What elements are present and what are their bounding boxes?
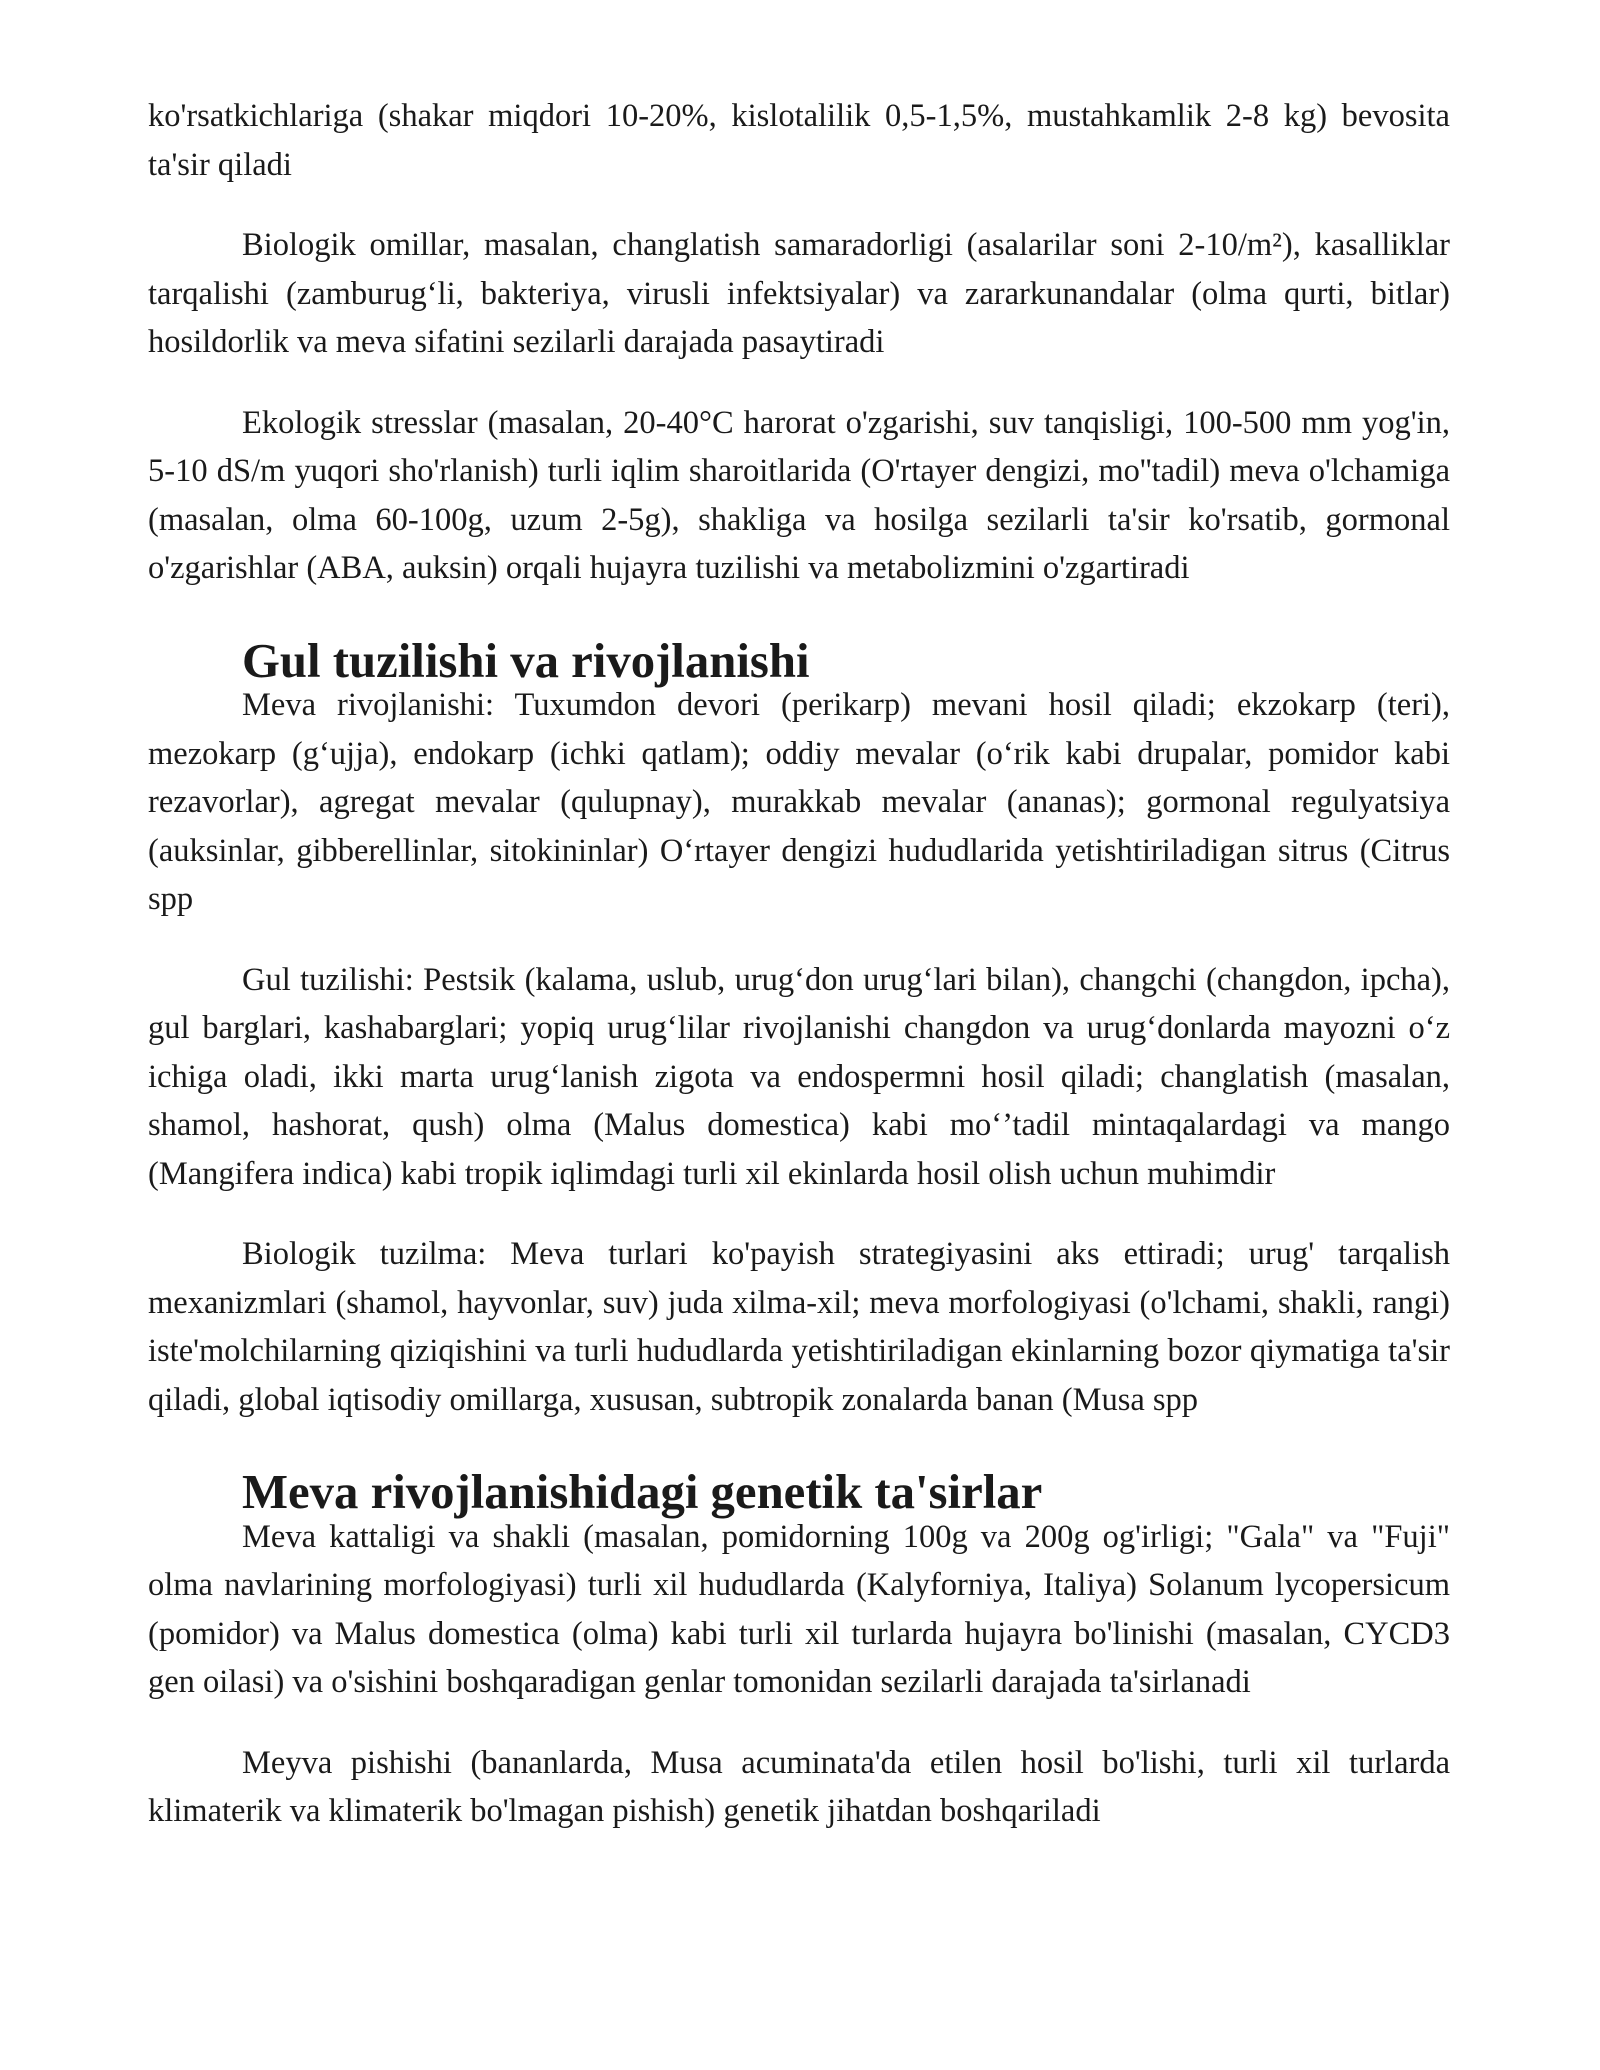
paragraph-fruit-quality-indicators: ko'rsatkichlariga (shakar miqdori 10-20%, kislotalilik 0,5-1,5%, mustahkamlik 2-8 kg) bevosita ta'sir qiladi	[148, 98, 1450, 183]
paragraph-fruit-ripening: Meyva pishishi (bananlarda, Musa acuminata'da etilen hosil bo'lishi, turli xil turlarda klimaterik va klimaterik bo'lmagan pishish) genetik jihatdan boshqariladi	[148, 1744, 1450, 1829]
section-heading-genetic-influences: Meva rivojlanishidagi genetik ta'sirlar	[242, 1465, 1043, 1519]
paragraph-fruit-development: Meva rivojlanishi: Tuxumdon devori (perikarp) mevani hosil qiladi; ekzokarp (teri), mezokarp (g‘ujja), endokarp (ichki qatlam); oddiy mevalar (o‘rik kabi drupalar, pomidor kabi rezavorlar), agregat mevalar (qulupnay), murakkab mevalar (ananas); gormonal regulyatsiya (auksinlar, gibberellinlar, sitokininlar) O‘rtayer dengizi hududlarida yetishtiriladigan sitrus (Citrus spp	[148, 687, 1450, 917]
paragraph-ecological-stress: Ekologik stresslar (masalan, 20-40°C harorat o'zgarishi, suv tanqisligi, 100-500 mm yog'in, 5-10 dS/m yuqori sho'rlanish) turli iqlim sharoitlarida (O'rtayer dengizi, mo''tadil) meva o'lchamiga (masalan, olma 60-100g, uzum 2-5g), shakliga va hosilga sezilarli ta'sir ko'rsatib, gormonal o'zgarishlar (ABA, auksin) orqali hujayra tuzilishi va metabolizmini o'zgartiradi	[148, 404, 1450, 586]
paragraph-fruit-size-shape: Meva kattaligi va shakli (masalan, pomidorning 100g va 200g og'irligi; "Gala" va "Fuji" olma navlarining morfologiyasi) turli xil hududlarda (Kalyforniya, Italiya) Solanum lycopersicum (pomidor) va Malus domestica (olma) kabi turli xil turlarda hujayra bo'linishi (masalan, CYCD3 gen oilasi) va o'sishini boshqaradigan genlar tomonidan sezilarli darajada ta'sirlanadi	[148, 1518, 1450, 1700]
document-page	[148, 92, 1450, 1868]
paragraph-biological-factors: Biologik omillar, masalan, changlatish samaradorligi (asalarilar soni 2-10/m²), kasalliklar tarqalishi (zamburug‘li, bakteriya, virusli infektsiyalar) va zararkunandalar (olma qurti, bitlar) hosildorlik va meva sifatini sezilarli darajada pasaytiradi	[148, 227, 1450, 360]
paragraph-flower-structure: Gul tuzilishi: Pestsik (kalama, uslub, urug‘don urug‘lari bilan), changchi (changdon, ipcha), gul barglari, kashabarglari; yopiq urug‘lilar rivojlanishi changdon va urug‘donlarda mayozni o‘z ichiga oladi, ikki marta urug‘lanish zigota va endospermni hosil qiladi; changlatish (masalan, shamol, hashorat, qush) olma (Malus domestica) kabi mo‘’tadil mintaqalardagi va mango (Mangifera indica) kabi tropik iqlimdagi turli xil ekinlarda hosil olish uchun muhimdir	[148, 961, 1450, 1192]
paragraph-biological-structure: Biologik tuzilma: Meva turlari ko'payish strategiyasini aks ettiradi; urug' tarqalish mexanizmlari (shamol, hayvonlar, suv) juda xilma-xil; meva morfologiyasi (o'lchami, shakli, rangi) iste'molchilarning qiziqishini va turli hududlarda yetishtiriladigan ekinlarning bozor qiymatiga ta'sir qiladi, global iqtisodiy omillarga, xususan, subtropik zonalarda banan (Musa spp	[148, 1236, 1450, 1418]
section-heading-flower-structure: Gul tuzilishi va rivojlanishi	[242, 633, 810, 688]
